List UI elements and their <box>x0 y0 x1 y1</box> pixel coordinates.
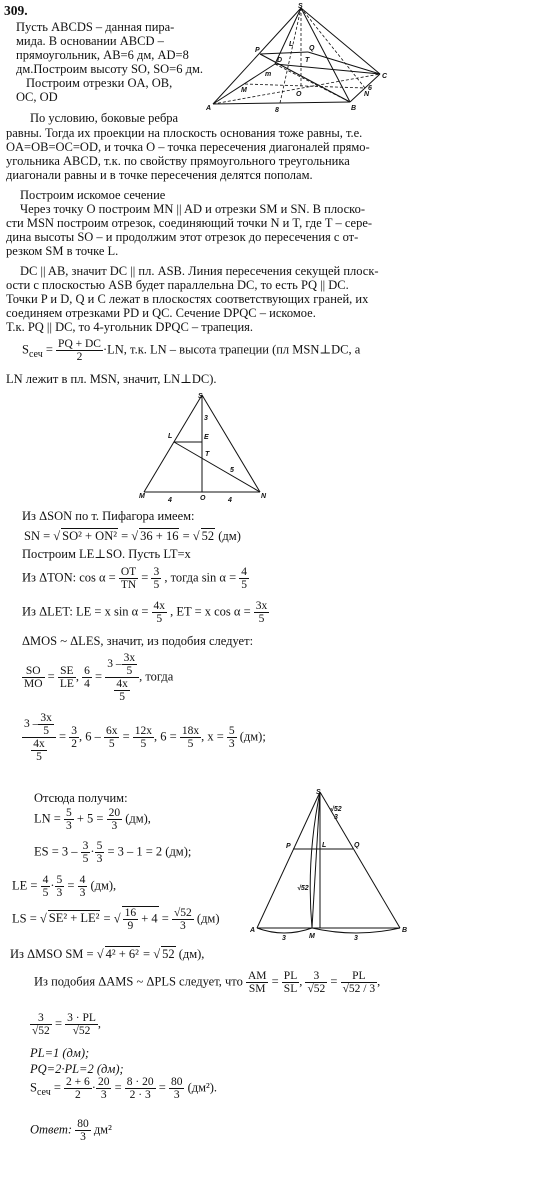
triangle-asb-figure <box>250 786 415 941</box>
fig3-dim-3b: 3 <box>354 935 358 941</box>
sn-radicand3: 52 <box>201 529 215 543</box>
frac-num: 4x <box>33 738 45 750</box>
frac-num: 12x <box>134 725 152 737</box>
pyramid-figure <box>205 2 395 114</box>
frac-num: PL <box>283 970 298 982</box>
fig2-label-S: S <box>198 393 203 400</box>
paragraph-line: DC || AB, значит DC || пл. ASB. Линия пересечения секущей плоск- <box>20 264 379 278</box>
paragraph-line: соединяем отрезками PD и QC. Сечение DPQC – искомое. <box>6 306 316 320</box>
s-lhs: S <box>30 1080 37 1095</box>
paragraph-section <box>6 188 536 258</box>
paragraph-line: Т.к. PQ || DC, то 4-угольник DPQC – трапеция. <box>6 320 254 334</box>
ton-mid: , тогда sin α = <box>164 570 237 585</box>
let-text: Из ΔLET: LE = x sin α = <box>22 604 149 619</box>
frac-den: 5 <box>119 691 126 703</box>
fig3-label-P: P <box>286 843 291 850</box>
fig1-label-B: B <box>351 105 357 112</box>
paragraph-line: OA=OB=OC=OD, и точка O – точка пересечения диагоналей прямо- <box>6 140 370 154</box>
sn-unit: (дм) <box>218 529 241 543</box>
frac-den: 3 <box>65 820 72 832</box>
frac-den: 5 <box>156 613 163 625</box>
paragraph-line: Построим искомое сечение <box>20 188 166 202</box>
intro-line: OC, OD <box>16 90 58 104</box>
fig3-label-L: L <box>322 842 327 849</box>
triangle-msn-figure <box>138 390 268 505</box>
mso-radicand2: 52 <box>162 947 175 961</box>
mso-equation: Из ΔMSO SM = √ 4² + 6² = √ 52 (дм), <box>10 947 205 961</box>
frac-num: 8 · 20 <box>126 1076 154 1088</box>
paragraph-line: Через точку O построим MN || AD и отрезки SM и SN. В плоско- <box>20 202 366 216</box>
le-equation: LE = $\frac{4}{5}$ · $\frac{5}{3}$ = $\frac{4}{3}$ (дм), <box>12 874 117 899</box>
mso-radicand: 4² + 6² <box>105 947 139 961</box>
frac-num: 20 <box>108 807 121 819</box>
frac-num: 18x <box>181 725 200 737</box>
paragraph-line: Точки P и D, Q и C лежат в плоскостях соответствующих граней, их <box>6 292 369 306</box>
fig2-num-3: 3 <box>204 415 208 422</box>
ton-text: Из ΔTON: cos α = <box>22 570 116 585</box>
ln-mid: + 5 = <box>76 811 104 826</box>
area-lhs: S <box>22 342 29 357</box>
intro-text <box>16 20 216 104</box>
area-fraction <box>56 338 103 363</box>
fig3-label-r52: √52 <box>330 806 342 813</box>
let-equation <box>22 600 269 625</box>
frac-den: 3 <box>180 920 186 932</box>
fig2-label-N: N <box>261 493 267 500</box>
le-lhs: LE = <box>12 878 38 893</box>
frac-den: 3 <box>96 853 103 865</box>
ls-lhs: LS = <box>12 911 37 926</box>
frac-den: 3 <box>79 887 86 899</box>
frac-den: LE <box>59 678 74 690</box>
eq-part: x = <box>207 729 224 744</box>
frac-den: √52 <box>32 1025 50 1037</box>
frac-den: √52 <box>72 1025 91 1037</box>
frac-num: 4 <box>42 874 49 886</box>
fig3-label-Q: Q <box>354 842 360 849</box>
frac-num: SE <box>58 665 76 678</box>
frac-den: 5 <box>258 613 265 625</box>
ln-lhs: LN = <box>34 811 61 826</box>
fig3-label-B: B <box>402 927 408 934</box>
fig2-num-4b: 4 <box>228 497 232 504</box>
ln-equation <box>34 807 151 832</box>
fig1-label-Q: Q <box>309 45 315 52</box>
fig1-label-S: S <box>298 3 303 10</box>
ams-text: Из подобия ΔAMS ~ ΔPLS следует, что <box>34 974 243 989</box>
frac-num: 5 <box>96 840 103 852</box>
frac-den: 3 <box>56 887 63 899</box>
frac-den: 2 <box>71 738 77 750</box>
section-area-equation: $S_{сеч}$ = $\frac{2 + 6}{2}$ · $\frac{20}{3}$ = $\frac{8 \cdot 20}{2 \cdot 3}$ = $\frac{80}{3}$ (дм²). <box>30 1076 218 1101</box>
frac-num: 6x <box>105 725 118 737</box>
paragraph-line: ости с плоскостью ASB будет параллельна DC, то есть PQ || DC. <box>6 278 349 292</box>
answer <box>30 1118 112 1143</box>
fig2-label-O: O <box>200 495 206 502</box>
paragraph-projection <box>16 111 396 125</box>
paragraph-line: По условию, боковые ребра <box>30 111 179 125</box>
hence-text: Отсюда получим: <box>34 791 128 805</box>
le-unit: (дм), <box>90 878 117 893</box>
frac-num: 3x <box>123 652 136 664</box>
fig3-label-M: M <box>309 933 315 940</box>
fig2-label-L: L <box>168 433 173 440</box>
answer-label: Ответ: <box>30 1122 73 1137</box>
paragraph-line: равны. Тогда их проекции на плоскость основания тоже равны, т.е. <box>6 126 363 140</box>
area-num: PQ + DC <box>58 338 101 350</box>
fig3-label-S: S <box>316 789 321 796</box>
complex-fraction <box>22 712 56 763</box>
intro-line: мида. В основании ABCD – <box>16 34 164 48</box>
fig1-label-O: O <box>296 91 302 98</box>
fig3-label-A: A <box>250 927 256 934</box>
paragraph-line: резком SM в точке L. <box>6 244 119 258</box>
frac-num: 3 <box>71 725 77 737</box>
frac-den: 5 <box>241 579 248 591</box>
area-formula: $S_{сеч}$ = $\frac{PQ + DC}{2}$ ·LN, т.к. LN – высота трапеции (пл MSN⊥DC, а <box>22 338 361 363</box>
fig3-label-r52b: √52 <box>297 885 309 892</box>
eq-part: 6 = <box>160 729 177 744</box>
area-formula-line2: LN лежит в пл. MSN, значит, LN⊥DC). <box>6 372 217 386</box>
frac-den: SM <box>248 983 266 995</box>
paragraph-trapezoid <box>6 264 536 334</box>
es-lhs: ES = 3 – <box>34 844 78 859</box>
sn-lhs: SN = <box>24 529 51 543</box>
eq-part: 6 – <box>85 729 101 744</box>
fig2-label-M: M <box>139 493 145 500</box>
frac-den: √52 / 3 <box>342 983 376 995</box>
frac-den: 3 <box>100 1089 107 1101</box>
ls-unit: (дм) <box>196 911 220 926</box>
frac-num: 5 <box>228 725 235 737</box>
complex-fraction <box>105 652 139 703</box>
let-mid: , ET = x cos α = <box>170 604 251 619</box>
frac-num: 3x <box>40 712 52 724</box>
mso-text: Из ΔMSO SM = <box>10 947 94 961</box>
frac-den: MO <box>24 678 43 690</box>
ln-unit: (дм), <box>125 811 151 826</box>
frac-num: 3 <box>305 970 327 983</box>
es-equation: ES = 3 – $\frac{3}{5}$ · $\frac{5}{3}$ = 3 – 1 = 2 (дм); <box>34 840 192 865</box>
solve-x-equation: 3 – $\frac{3x}{5}$ $\frac{4x}{5}$ = $\frac{3}{2}$ , 6 – $\frac{6x}{5}$ = $\frac{12x}{5}$ , 6 = $\frac{18x}{5}$ , x = $\frac{5}{3}$ (дм); <box>24 712 266 763</box>
frac-num: 4x <box>116 678 128 690</box>
frac-num: 3 <box>30 1012 52 1025</box>
frac-den: 3 <box>80 1131 86 1143</box>
ls-radicand: SE² + LE² <box>48 911 100 926</box>
intro-line: дм.Построим высоту SO, SO=6 дм. <box>16 62 204 76</box>
intro-line: Построим отрезки OA, OB, <box>26 76 173 90</box>
frac-den: √52 <box>307 983 326 995</box>
frac-num: 16 <box>124 907 137 919</box>
fig2-label-E: E <box>204 434 209 441</box>
paragraph-projection-cont <box>6 126 536 182</box>
frac-num: 20 <box>97 1076 110 1088</box>
mso-unit: (дм), <box>178 947 205 961</box>
similar-text: ΔMOS ~ ΔLES, значит, из подобия следует: <box>22 634 254 648</box>
frac-num: 2 + 6 <box>66 1076 90 1088</box>
fig1-label-C: C <box>382 73 388 80</box>
frac-num: 5 <box>56 874 63 886</box>
pl-equation: $\frac{3}{√52}$ = $\frac{3 \cdot PL}{√52}$ , <box>32 1012 101 1037</box>
frac-num: 80 <box>77 1118 89 1130</box>
frac-num: 5 <box>65 807 72 819</box>
frac-den: 5 <box>140 738 147 750</box>
frac-num: 3 · PL <box>67 1012 96 1024</box>
frac-den: 2 <box>75 1089 81 1101</box>
frac-num: 80 <box>170 1076 183 1088</box>
fig1-label-P: P <box>255 47 260 54</box>
es-rest: = 3 – 1 = 2 (дм); <box>107 844 192 859</box>
frac-den: 9 <box>127 920 134 932</box>
fig2-label-T: T <box>205 451 210 458</box>
frac-num: 4x <box>153 600 166 612</box>
ls-radicand-part: + 4 <box>141 911 158 926</box>
frac-num-part: 3 – <box>107 658 122 671</box>
frac-den: 5 <box>126 665 133 677</box>
problem-number: 309. <box>4 3 28 18</box>
fig1-label-m: m <box>265 71 272 78</box>
then-text: , тогда <box>139 669 174 684</box>
ton-equation: Из ΔTON: cos α = $\frac{OT}{TN}$ = $\frac{3}{5}$ , тогда sin α = $\frac{4}{5}$ <box>22 566 248 591</box>
intro-line: прямоугольник, AB=6 дм, AD=8 <box>16 48 189 62</box>
frac-den: 5 <box>43 725 49 737</box>
ams-equation: Из подобия ΔAMS ~ ΔPLS следует, что $\frac{AM}{SM}$ = $\frac{PL}{SL}$ , $\frac{3}{√52}$ = $\frac{PL}{√52 / 3}$ , <box>34 970 381 995</box>
frac-num: √52 <box>173 907 192 919</box>
frac-num: 3x <box>255 600 268 612</box>
frac-den: 3 <box>111 820 118 832</box>
intro-line: Пусть ABCDS – данная пира- <box>16 20 175 34</box>
frac-num: AM <box>247 970 267 982</box>
area-lhs-sub: сеч <box>28 348 43 360</box>
fig1-dim-6: 6 <box>368 85 372 92</box>
le-intro: Построим LE⊥SO. Пусть LT=x <box>22 547 191 561</box>
s-sub: сеч <box>36 1086 51 1098</box>
fig1-label-D: D <box>277 57 283 64</box>
frac-num-part: 3 – <box>24 718 39 731</box>
frac-den: TN <box>120 579 137 591</box>
fig1-label-N: N <box>364 91 370 98</box>
pl-result: PL=1 (дм); <box>30 1046 90 1060</box>
frac-den: 2 · 3 <box>129 1089 151 1101</box>
frac-num: OT <box>120 566 137 578</box>
fig1-label-A: A <box>206 105 212 112</box>
frac-den: 5 <box>36 751 42 763</box>
frac-den: 3 <box>228 738 235 750</box>
area-rest: ·LN, т.к. LN – высота трапеции (пл MSN⊥DC, а <box>102 342 361 357</box>
fig1-label-T: T <box>305 57 310 64</box>
sn-radicand1: SO² + ON² <box>62 529 117 543</box>
frac-num: 4 <box>241 566 248 578</box>
frac-den: SL <box>283 983 298 995</box>
frac-num: 3 <box>82 840 89 852</box>
frac-num: SO <box>22 665 45 678</box>
frac-num: 3 <box>153 566 160 578</box>
paragraph-line: дина высоты SO – и продолжим этот отрезок до пересечения с от- <box>6 230 359 244</box>
frac-den: 3 <box>173 1089 180 1101</box>
frac-den: 5 <box>42 887 49 899</box>
paragraph-line: диагонали равны и в точке пересечения делятся пополам. <box>6 168 313 182</box>
fig1-label-M: M <box>241 87 247 94</box>
fig3-dim-3a: 3 <box>282 935 286 941</box>
ls-equation: LS = √ SE² + LE² = √ $\frac{16}{9}$ + 4 = $\frac{√52}{3}$ (дм) <box>12 907 220 932</box>
frac-den: 5 <box>187 738 194 750</box>
frac-den: 5 <box>153 579 160 591</box>
fig3-label-3: 3 <box>334 814 338 821</box>
frac-den: 5 <box>108 738 115 750</box>
fig2-num-4a: 4 <box>168 497 172 504</box>
eq-unit: (дм); <box>239 729 266 744</box>
son-intro: Из ΔSON по т. Пифагора имеем: <box>22 509 195 523</box>
pq-result: PQ=2·PL=2 (дм); <box>30 1062 124 1076</box>
frac-num: 6 <box>84 665 90 677</box>
answer-unit: дм² <box>93 1122 112 1137</box>
fig1-label-L: L <box>289 41 294 48</box>
s-unit: (дм²). <box>187 1080 218 1095</box>
sn-radicand2: 36 + 16 <box>140 529 179 543</box>
proportion-equation: $\frac{SO}{MO}$ = $\frac{SE}{LE}$ , $\frac{6}{4}$ = 3 – $\frac{3x}{5}$ $\frac{4x}{5}$ , тогда <box>24 652 174 703</box>
fig1-dim-8: 8 <box>275 107 279 114</box>
sn-equation: SN = √ SO² + ON² = √ 36 + 16 = √ 52 (дм) <box>24 529 241 543</box>
frac-num: 4 <box>79 874 86 886</box>
frac-den: 5 <box>82 853 89 865</box>
paragraph-line: сти MSN построим отрезок, соединяющий точки N и T, где T – сере- <box>6 216 373 230</box>
frac-num: PL <box>341 970 378 983</box>
area-den: 2 <box>76 351 83 363</box>
frac-den: 4 <box>84 678 90 690</box>
paragraph-line: угольника ABCD, т.к. по свойству прямоугольного треугольника <box>6 154 350 168</box>
fig2-num-5: 5 <box>230 467 234 474</box>
